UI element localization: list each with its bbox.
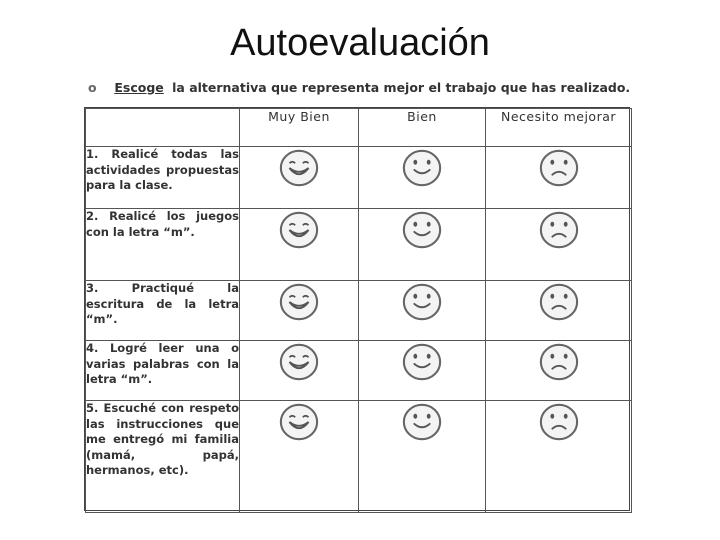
instruction-keyword: Escoge bbox=[114, 80, 164, 95]
option-necesito-mejorar[interactable] bbox=[486, 147, 632, 209]
sad-face-icon bbox=[536, 147, 582, 189]
option-necesito-mejorar[interactable] bbox=[486, 209, 632, 281]
column-header-bien: Bien bbox=[359, 109, 486, 147]
option-bien[interactable] bbox=[359, 281, 486, 341]
instruction-text: la alternativa que representa mejor el trabajo que has realizado. bbox=[172, 80, 631, 95]
table-row bbox=[86, 341, 632, 401]
table-row bbox=[86, 281, 632, 341]
option-bien[interactable] bbox=[359, 341, 486, 401]
option-muy-bien[interactable] bbox=[240, 401, 359, 513]
option-necesito-mejorar[interactable] bbox=[486, 341, 632, 401]
smile-face-icon bbox=[399, 209, 445, 251]
statement-cell: 2. Realicé los juegos con la letra “m”. bbox=[86, 209, 240, 281]
statement-cell: 3. Practiqué la escritura de la letra “m”. bbox=[86, 281, 240, 341]
instruction-bullet: o bbox=[88, 80, 97, 95]
option-muy-bien[interactable] bbox=[240, 341, 359, 401]
smile-face-icon bbox=[399, 147, 445, 189]
evaluation-table bbox=[85, 108, 632, 513]
sad-face-icon bbox=[536, 281, 582, 323]
big-smile-face-icon bbox=[276, 209, 322, 251]
smile-face-icon bbox=[399, 401, 445, 443]
header-blank-cell bbox=[86, 109, 240, 147]
table-row bbox=[86, 147, 632, 209]
big-smile-face-icon bbox=[276, 147, 322, 189]
smile-face-icon bbox=[399, 341, 445, 383]
table-row bbox=[86, 401, 632, 513]
option-muy-bien[interactable] bbox=[240, 209, 359, 281]
option-bien[interactable] bbox=[359, 401, 486, 513]
option-necesito-mejorar[interactable] bbox=[486, 401, 632, 513]
sad-face-icon bbox=[536, 209, 582, 251]
header-row bbox=[86, 109, 632, 147]
option-necesito-mejorar[interactable] bbox=[486, 281, 632, 341]
smile-face-icon bbox=[399, 281, 445, 323]
option-muy-bien[interactable] bbox=[240, 147, 359, 209]
sad-face-icon bbox=[536, 341, 582, 383]
column-header-necesito-mejorar: Necesito mejorar bbox=[486, 109, 632, 147]
statement-cell: 5. Escuché con respeto las instrucciones que me entregó mi familia (mamá, papá, hermanos, etc). bbox=[86, 401, 240, 513]
option-bien[interactable] bbox=[359, 147, 486, 209]
big-smile-face-icon bbox=[276, 281, 322, 323]
statement-cell: 1. Realicé todas las actividades propuestas para la clase. bbox=[86, 147, 240, 209]
big-smile-face-icon bbox=[276, 401, 322, 443]
instruction-line bbox=[88, 80, 631, 95]
option-muy-bien[interactable] bbox=[240, 281, 359, 341]
column-header-muy-bien: Muy Bien bbox=[240, 109, 359, 147]
option-bien[interactable] bbox=[359, 209, 486, 281]
big-smile-face-icon bbox=[276, 341, 322, 383]
statement-cell: 4. Logré leer una o varias palabras con la letra “m”. bbox=[86, 341, 240, 401]
table-row bbox=[86, 209, 632, 281]
self-evaluation-sheet bbox=[84, 107, 630, 511]
page-title: Autoevaluación bbox=[230, 22, 490, 64]
sad-face-icon bbox=[536, 401, 582, 443]
